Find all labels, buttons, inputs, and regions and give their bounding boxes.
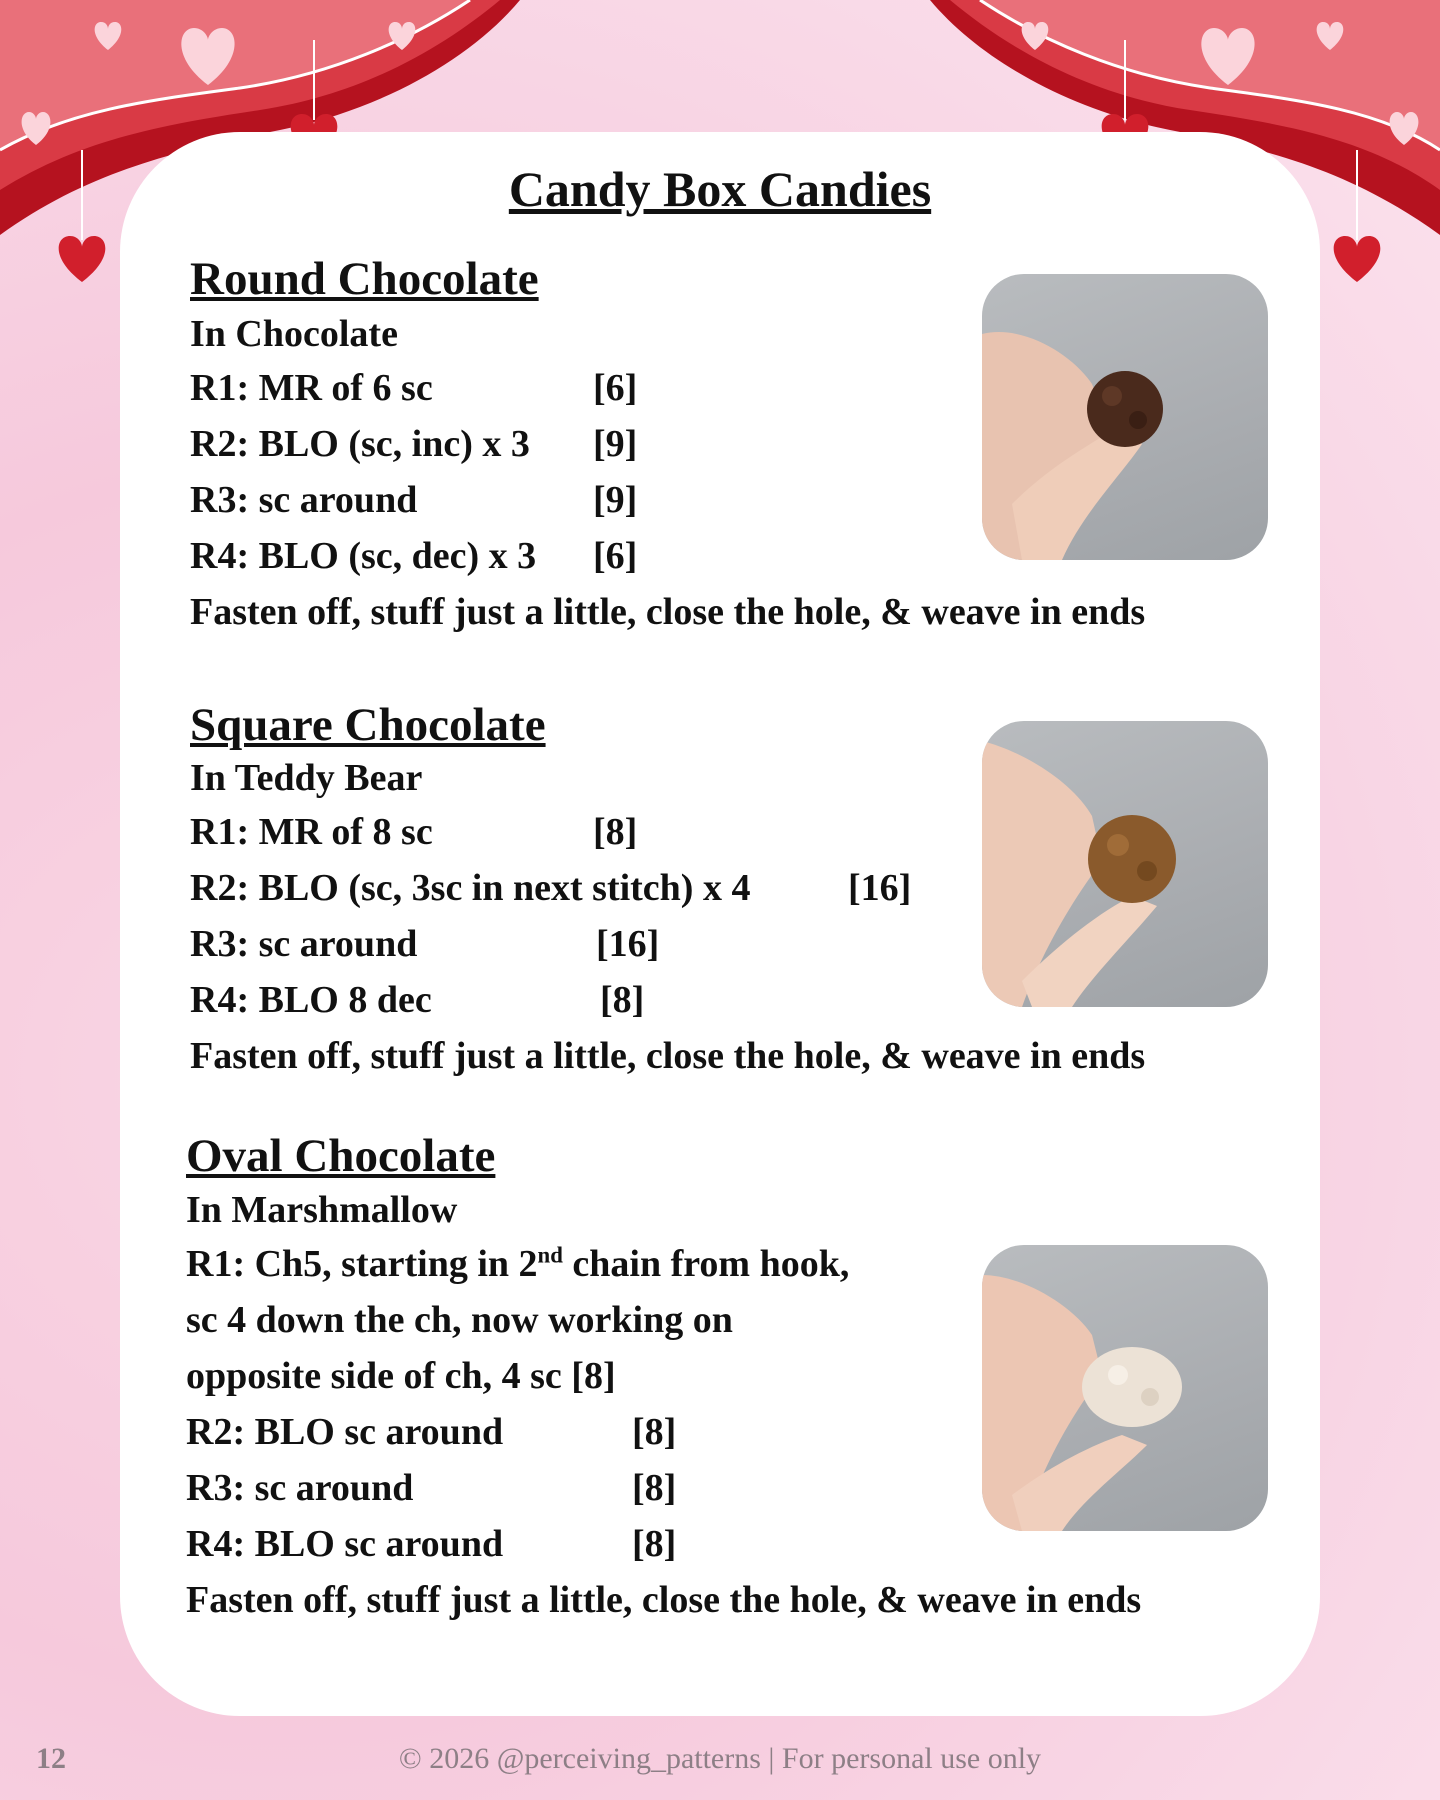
stitch-count: [6] (593, 535, 638, 577)
row-instruction: R1: MR of 8 sc [8] (190, 808, 433, 856)
row-instruction: R4: BLO 8 dec [8] (190, 976, 432, 1024)
section-heading: Oval Chocolate (186, 1130, 496, 1182)
row-instruction: R1: MR of 6 sc [6] (190, 364, 433, 412)
finishing-instruction: Fasten off, stuff just a little, close the hole, & weave in ends (190, 591, 1146, 633)
page-number: 12 (36, 1742, 66, 1775)
stitch-count: [8] (600, 979, 645, 1021)
row-instruction: R4: BLO sc around [8] (186, 1520, 503, 1568)
row-instruction: R2: BLO (sc, 3sc in next stitch) x 4 [16] (190, 864, 750, 912)
page-title: Candy Box Candies (508, 161, 932, 217)
round-chocolate-photo (982, 274, 1268, 560)
row-instruction: R2: BLO (sc, inc) x 3 [9] (190, 420, 530, 468)
row-instruction-continued: opposite side of ch, 4 sc [8] (186, 1355, 616, 1397)
stitch-count: [8] (632, 1467, 677, 1509)
finishing-instruction: Fasten off, stuff just a little, close the hole, & weave in ends (186, 1579, 1142, 1621)
row-instruction-continued: sc 4 down the ch, now working on (186, 1299, 733, 1341)
stitch-count: [9] (593, 423, 638, 465)
row-instruction: R1: Ch5, starting in 2nd chain from hook, (186, 1242, 850, 1285)
stitch-count: [8] (593, 811, 638, 853)
yarn-color: In Teddy Bear (190, 757, 423, 799)
section-heading: Round Chocolate (190, 253, 539, 305)
yarn-color: In Marshmallow (186, 1189, 458, 1231)
stitch-count: [9] (593, 479, 638, 521)
footer-copyright: © 2026 @perceiving_patterns | For personal use only (398, 1742, 1042, 1775)
square-chocolate-photo (982, 721, 1268, 1007)
row-instruction: R3: sc around [16] (190, 920, 417, 968)
section-heading: Square Chocolate (190, 699, 546, 751)
stitch-count: [16] (596, 923, 660, 965)
row-instruction: R3: sc around [8] (186, 1464, 413, 1512)
finishing-instruction: Fasten off, stuff just a little, close the hole, & weave in ends (190, 1035, 1146, 1077)
row-instruction: R4: BLO (sc, dec) x 3 [6] (190, 532, 536, 580)
yarn-color: In Chocolate (190, 313, 398, 355)
stitch-count: [16] (848, 867, 912, 909)
stitch-count: [8] (632, 1411, 677, 1453)
oval-chocolate-photo (982, 1245, 1268, 1531)
stitch-count: [8] (632, 1523, 677, 1565)
stitch-count: [6] (593, 367, 638, 409)
row-instruction: R3: sc around [9] (190, 476, 417, 524)
row-instruction: R2: BLO sc around [8] (186, 1408, 503, 1456)
